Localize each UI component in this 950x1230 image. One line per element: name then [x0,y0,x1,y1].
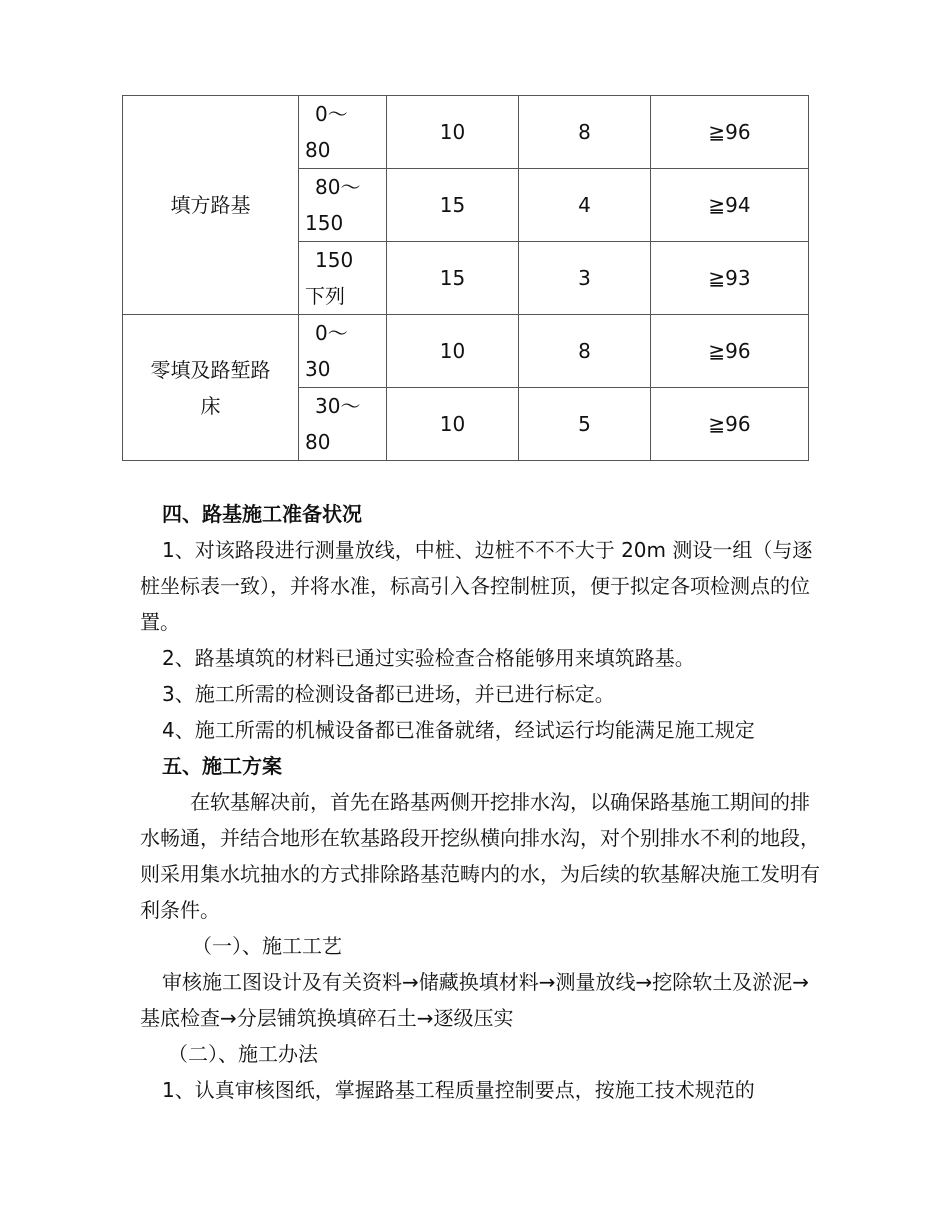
value-cell: 8 [519,315,651,388]
category-cell [123,315,299,461]
compaction-cell: ≧96 [651,315,809,388]
depth-line-1: 0～ [315,102,348,126]
category-cell [123,96,299,315]
value-cell: 15 [387,169,519,242]
paragraph-item-2: 2、路基填筑的材料已通过实验检查合格能够用来填筑路基。 [162,646,695,670]
compaction-table [122,95,809,461]
depth-line-2: 30 [305,357,331,381]
depth-line-1: 150 [315,248,354,272]
depth-line-2: 80 [305,138,331,162]
depth-line-1: 80～ [315,175,361,199]
paragraph-item-4: 4、施工所需的机械设备都已准备就绪，经试运行均能满足施工规定 [162,718,755,742]
value-cell: 4 [519,169,651,242]
depth-line-2: 150 [305,211,344,235]
category-line-2: 床 [200,393,221,418]
value-cell: 5 [519,388,651,461]
paragraph-process-flow: 审核施工图设计及有关资料→储藏换填材料→测量放线→挖除软土及淤泥→基底检查→分层铺筑换填碎石土→逐级压实 [140,970,810,1030]
document-body [140,496,820,1108]
value-cell: 15 [387,242,519,315]
value-cell: 10 [387,388,519,461]
compaction-cell: ≧93 [651,242,809,315]
value-cell: 10 [387,315,519,388]
depth-line-2: 80 [305,430,331,454]
value-cell: 3 [519,242,651,315]
compaction-cell: ≧96 [651,96,809,169]
paragraph-plan: 在软基解决前，首先在路基两侧开挖排水沟，以确保路基施工期间的排水畅通，并结合地形在软基路段开挖纵横向排水沟，对个别排水不利的地段，则采用集水坑抽水的方式排除路基范畴内的水，为后续的软基解决施工发明有利条件。 [140,790,820,922]
paragraph-item-5: 1、认真审核图纸，掌握路基工程质量控制要点，按施工技术规范的 [162,1078,755,1102]
compaction-cell: ≧94 [651,169,809,242]
depth-line-1: 0～ [315,321,348,345]
paragraph-item-3: 3、施工所需的检测设备都已进场，并已进行标定。 [162,682,615,706]
value-cell: 10 [387,96,519,169]
depth-cell [299,242,387,315]
table-row [123,315,809,388]
value-cell: 8 [519,96,651,169]
depth-cell [299,315,387,388]
compaction-cell: ≧96 [651,388,809,461]
section-heading-5: 五、施工方案 [162,754,282,778]
section-heading-4: 四、路基施工准备状况 [162,502,362,526]
depth-cell [299,96,387,169]
depth-line-1: 30～ [315,394,361,418]
depth-cell [299,169,387,242]
subheading-method: （二）、施工办法 [168,1042,318,1066]
paragraph-item-1: 1、对该路段进行测量放线，中桩、边桩不不不大于 20m 测设一组（与逐桩坐标表一致），并将水准，标高引入各控制桩顶，便于拟定各项检测点的位置。 [140,538,813,634]
subheading-process: （一）、施工工艺 [192,934,342,958]
category-label: 填方路基 [170,193,251,217]
depth-line-2: 下列 [305,284,345,308]
category-line-1: 零填及路堑路 [150,357,271,382]
depth-cell [299,388,387,461]
table-row [123,96,809,169]
category-label [123,352,298,424]
